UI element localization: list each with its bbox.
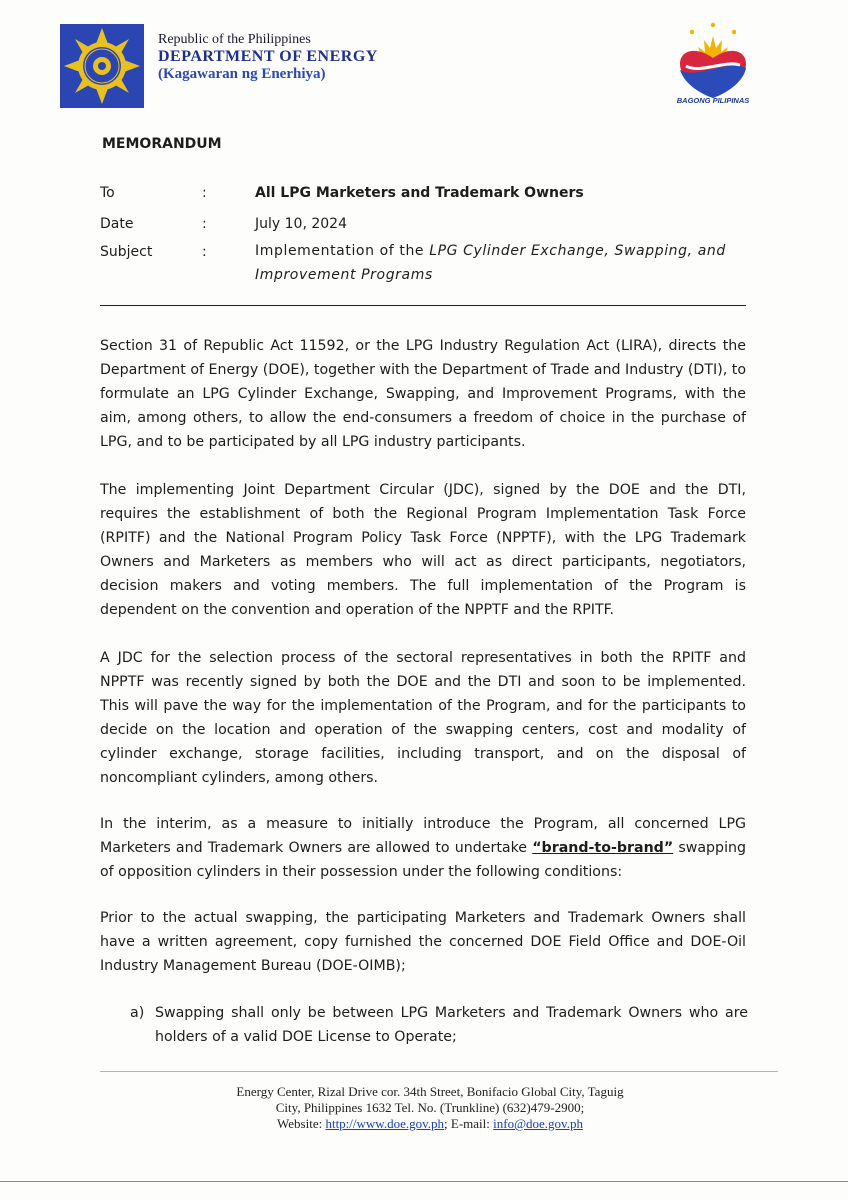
paragraph-2: The implementing Joint Department Circular (JDC), signed by the DOE and the DTI, requires the establishment of both the Regional Program Implementation Task Force (RPITF) and the National Program Policy Task Force (NPPTF), with the LPG Trademark Owners and Marketers as members who will act as direct participants, negotiators, decision makers and voting members. The full implementation of the Program is dependent on the convention and operation of the NPPTF and the RPITF. xyxy=(100,482,746,618)
date-value: July 10, 2024 xyxy=(255,216,347,232)
date-label: Date xyxy=(100,216,134,232)
footer-address-line-1: Energy Center, Rizal Drive cor. 34th Street, Bonifacio Global City, Taguig xyxy=(236,1084,624,1099)
page-bottom-line xyxy=(0,1181,848,1182)
letterhead xyxy=(158,32,378,83)
footer-divider xyxy=(100,1071,778,1072)
to-label: To xyxy=(100,185,115,201)
header-divider xyxy=(100,305,746,306)
website-link[interactable]: http://www.doe.gov.ph xyxy=(325,1116,445,1131)
department-tagalog: (Kagawaran ng Enerhiya) xyxy=(158,66,326,82)
subject-value xyxy=(255,239,750,287)
subject-italic: LPG Cylinder Exchange, Swapping, and Improvement Programs xyxy=(255,243,726,283)
subject-prefix: Implementation of the xyxy=(255,243,430,259)
republic-line: Republic of the Philippines xyxy=(158,32,311,47)
doe-seal-icon xyxy=(60,24,144,108)
bagong-pilipinas-label: BAGONG PILIPINAS xyxy=(676,96,750,105)
list-item-a-label: a) xyxy=(130,1005,145,1021)
paragraph-3: A JDC for the selection process of the sectoral representatives in both the RPITF and NPPTF was recently signed by both the DOE and the DTI and soon to be implemented. This will pave the way for the implementation of the Program, and for the participants to decide on the location and operation of the swapping centers, cost and modality of cylinder exchange, storage facilities, including transport, and on the disposal of noncompliant cylinders, among others. xyxy=(100,650,746,786)
brand-to-brand-emphasis: “brand-to-brand” xyxy=(532,840,674,856)
email-link[interactable]: info@doe.gov.ph xyxy=(493,1116,583,1131)
footer-address-line-2: City, Philippines 1632 Tel. No. (Trunkline) (632)479-2900; xyxy=(275,1100,585,1115)
website-label: Website: xyxy=(277,1116,326,1131)
paragraph-4 xyxy=(100,812,746,884)
email-label: ; E-mail: xyxy=(444,1116,494,1131)
list-item-a-text: Swapping shall only be between LPG Marketers and Trademark Owners who are holders of a valid DOE License to Operate; xyxy=(155,1005,748,1045)
department-name: DEPARTMENT OF ENERGY xyxy=(158,48,378,65)
paragraph-1: Section 31 of Republic Act 11592, or the LPG Industry Regulation Act (LIRA), directs the Department of Energy (DOE), together with the Department of Trade and Industry (DTI), to formulate an LPG Cylinder Exchange, Swapping, and Improvement Programs, with the aim, among others, to allow the end-consumers a freedom of choice in the purchase of LPG, and to be participated by all LPG industry participants. xyxy=(100,338,746,450)
subject-colon: : xyxy=(202,244,207,260)
subject-label: Subject xyxy=(100,244,153,260)
date-colon: : xyxy=(202,216,207,232)
paragraph-5: Prior to the actual swapping, the participating Marketers and Trademark Owners shall have a written agreement, copy furnished the concerned DOE Field Office and DOE-Oil Industry Management Bureau (DOE-OIMB); xyxy=(100,910,746,974)
memo-title: MEMORANDUM xyxy=(102,136,222,152)
footer-contact-line xyxy=(180,1116,680,1132)
paragraph-4-start: In the interim, as a measure to initially introduce the Program, all concerned LPG Marketers and Trademark Owners are allowed to undertake xyxy=(100,816,746,856)
list-item-a xyxy=(130,1001,748,1049)
to-value: All LPG Marketers and Trademark Owners xyxy=(255,185,584,201)
to-colon: : xyxy=(202,185,207,201)
paragraph-4-end: swapping of opposition cylinders in their possession under the following conditions: xyxy=(100,840,747,880)
footer xyxy=(180,1084,680,1132)
